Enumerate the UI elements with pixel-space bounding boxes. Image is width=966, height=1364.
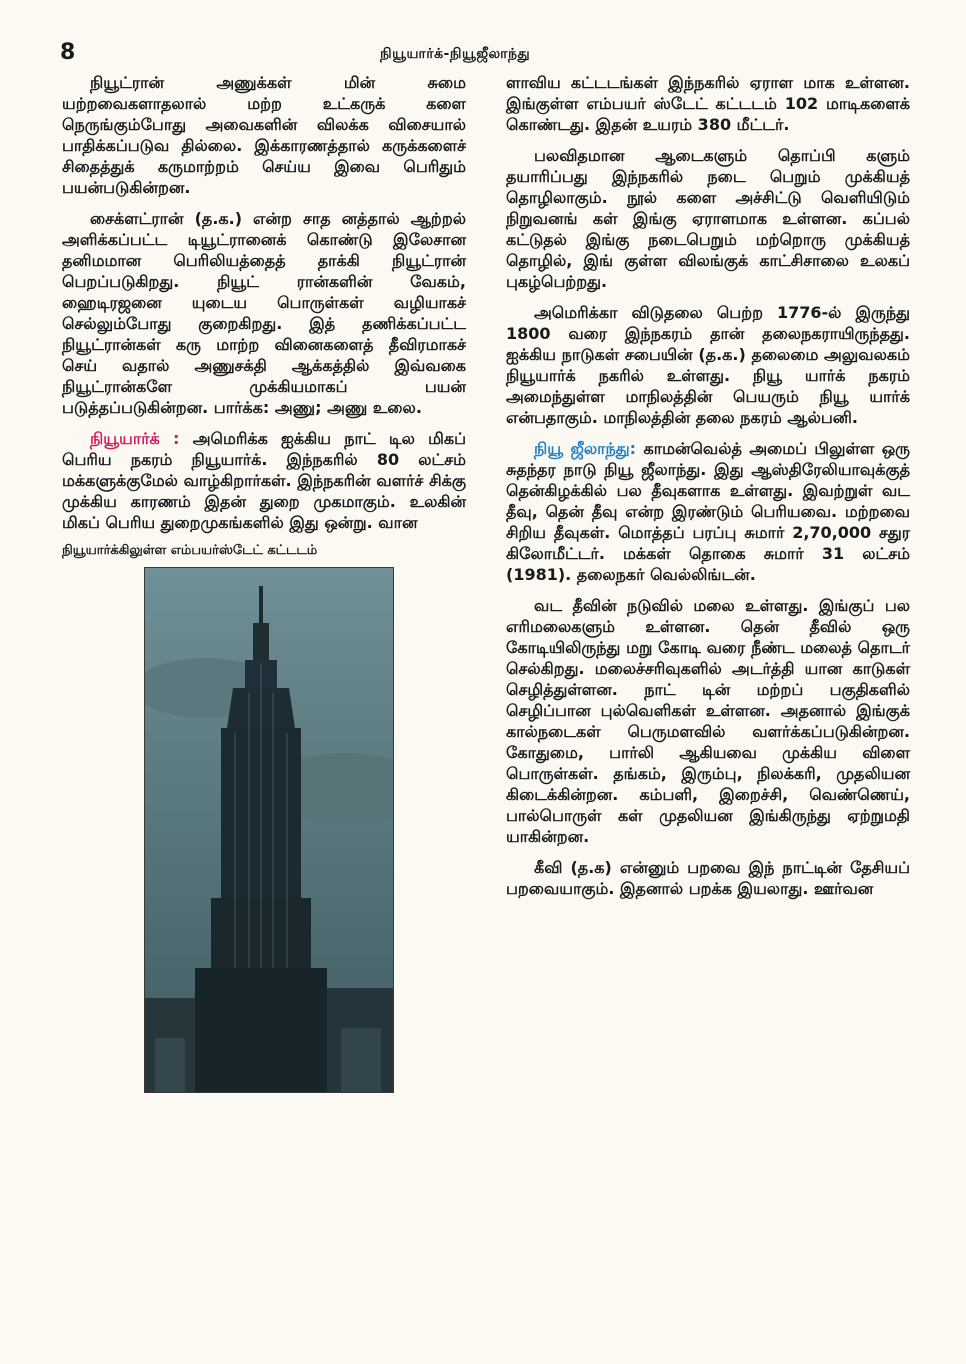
left-column bbox=[62, 72, 466, 1093]
entry-new-york bbox=[62, 428, 466, 533]
page-number: 8 bbox=[60, 40, 76, 65]
right-column bbox=[506, 72, 910, 909]
paragraph: அமெரிக்கா விடுதலை பெற்ற 1776-ல் இருந்து 1800 வரை இந்நகரம் தான் தலைநகராயிருந்தது. ஐக்கிய நாடுகள் சபையின் (த.க.) தலைமை அலுவலகம் நியூயார்க் நகரில் உள்ளது. நியூ யார்க் நகரம் அமைந்துள்ள மாநிலத்தின் பெயரும் நியூ யார்க் என்பதாகும். மாநிலத்தின் தலை நகரம் ஆல்பனி. bbox=[506, 303, 910, 427]
entry-heading: நியூயார்க் : bbox=[90, 429, 180, 448]
paragraph: பலவிதமான ஆடைகளும் தொப்பி களும் தயாரிப்பது இந்நகரில் நடை பெறும் முக்கியத் தொழிலாகும். நூல் களை அச்சிட்டு வெளியிடும் நிறுவனங் கள் இங்கு ஏராளமாக உள்ளன. கப்பல் கட்டுதல் இங்கு நடைபெறும் மற்றொரு முக்கியத் தொழில், இங் குள்ள விலங்குக் காட்சிசாலை உலகப் புகழ்பெற்றது. bbox=[506, 146, 910, 291]
paragraph: நியூட்ரான் அணுக்கள் மின் சுமை யற்றவைகளாதலால் மற்ற உட்கருக் களை நெருங்கும்போது அவைகளின் விலக்க விசையால் பாதிக்கப்படுவ தில்லை. இக்காரணத்தால் கருக்களைச் சிதைத்துக் கருமாற்றம் செய்ய இவை பெரிதும் பயன்படுகின்றன. bbox=[62, 73, 466, 197]
entry-new-zealand bbox=[506, 438, 910, 585]
empire-state-building-photo bbox=[144, 567, 394, 1093]
paragraph: கீவி (த.க) என்னும் பறவை இந் நாட்டின் தேசியப் பறவையாகும். இதனால் பறக்க இயலாது. ஊர்வன bbox=[506, 858, 910, 898]
paragraph: ளாவிய கட்டடங்கள் இந்நகரில் ஏராள மாக உள்ளன. இங்குள்ள எம்பயர் ஸ்டேட் கட்டடம் 102 மாடிகளைக் கொண்டது. இதன் உயரம் 380 மீட்டர். bbox=[506, 73, 910, 134]
entry-text: காமன்வெல்த் அமைப் பிலுள்ள ஒரு சுதந்தர நாடு நியூ ஜீலாந்து. இது ஆஸ்திரேலியாவுக்குத் தென்கிழக்கில் பல தீவுகளாக உள்ளது. இவற்றுள் வட தீவு, தென் தீவு என்ற இரண்டும் பெரியவை. மற்றவை சிறிய தீவுகள். மொத்தப் பரப்பு சுமார் 2,70,000 சதுர கிலோமீட்டர். மக்கள் தொகை சுமார் 31 லட்சம் (1981). தலைநகர் வெல்லிங்டன். bbox=[506, 439, 910, 584]
entry-heading: நியூ ஜீலாந்து: bbox=[534, 439, 637, 458]
entry-text: அமெரிக்க ஐக்கிய நாட் டில மிகப் பெரிய நகரம் நியூயார்க். இந்நகரில் 80 லட்சம் மக்களுக்குமேல் வாழ்கிறார்கள். இந்நகரின் வளர்ச் சிக்கு முக்கிய காரணம் இதன் துறை முகமாகும். உலகின் மிகப் பெரிய துறைமுகங்களில் இது ஒன்று. வான bbox=[62, 429, 466, 532]
running-head: நியூயார்க்-நியூஜீலாந்து bbox=[380, 46, 531, 62]
paragraph: சைக்ளட்ரான் (த.க.) என்ற சாத னத்தால் ஆற்றல் அளிக்கப்பட்ட டியூட்ரானைக் கொண்டு இலேசான தனிமமான பெரிலியத்தைத் தாக்கி நியூட்ரான் பெறப்படுகிறது. நியூட் ரான்களின் வேகம், ஹைடிரஜனை யுடைய பொருள்கள் வழியாகச் செல்லும்போது குறைகிறது. இத் தணிக்கப்பட்ட நியூட்ரான்கள் கரு மாற்ற வினைகளைத் தீவிரமாகச் செய் வதால் அணுசக்தி ஆக்கத்தில் இவ்வகை நியூட்ரான்களே முக்கியமாகப் பயன் படுத்தப்படுகின்றன. பார்க்க: அணு; அணு உலை. bbox=[62, 209, 466, 417]
photo-caption: நியூயார்க்கிலுள்ள எம்பயர்ஸ்டேட் கட்டடம் bbox=[62, 543, 318, 558]
paragraph: வட தீவின் நடுவில் மலை உள்ளது. இங்குப் பல எரிமலைகளும் உள்ளன. தென் தீவில் ஒரு கோடியிலிருந்து மறு கோடி வரை நீண்ட மலைத் தொடர் செல்கிறது. மலைச்சரிவுகளில் அடர்த்தி யான காடுகள் செழித்துள்ளன. நாட் டின் மற்றப் பகுதிகளில் செழிப்பான புல்வெளிகள் உள்ளன. அதனால் இங்குக் கால்நடைகள் பெருமளவில் வளர்க்கப்படுகின்றன. கோதுமை, பார்லி ஆகியவை முக்கிய விளை பொருள்கள். தங்கம், இரும்பு, நிலக்கரி, முதலியன கிடைக்கின்றன. கம்பளி, இறைச்சி, வெண்ணெய், பால்பொருள் கள் முதலியன இங்கிருந்து ஏற்றுமதி யாகின்றன. bbox=[506, 596, 910, 846]
